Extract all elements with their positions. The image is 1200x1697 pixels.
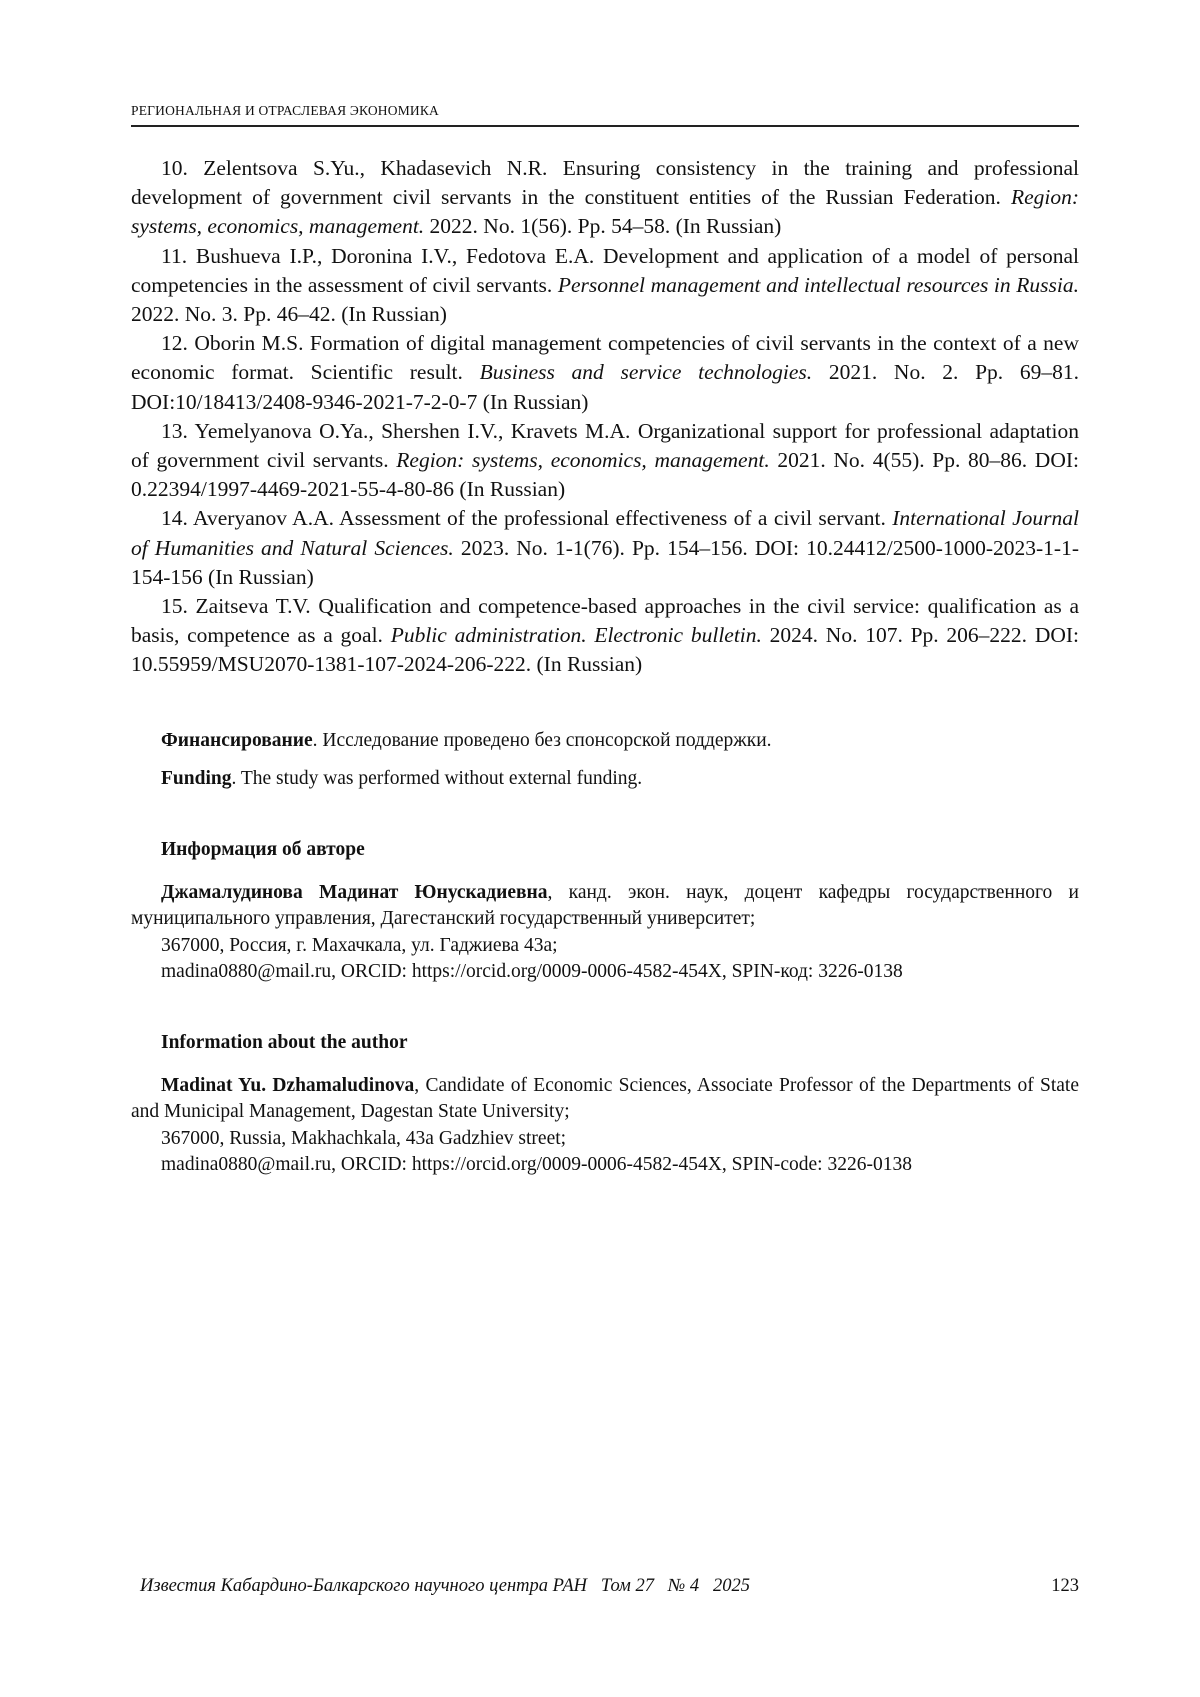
reference-item: 12. Oborin M.S. Formation of digital management competencies of civil servants in the context of a new economic format. Scientific result. Business and service technologies. 2021. No. 2. Pp. 69–81. DOI:10/18413/2408-9346-2021-7-2-0-7 (In Russian) (131, 329, 1079, 417)
reference-item: 10. Zelentsova S.Yu., Khadasevich N.R. Ensuring consistency in the training and professional development of government civil servants in the constituent entities of the Russian Federation. Region: systems, economics, management. 2022. No. 1(56). Pp. 54–58. (In Russian) (131, 154, 1079, 242)
funding-ru: Финансирование. Исследование проведено без спонсорской поддержки. (131, 728, 1079, 755)
footer-journal: Известия Кабардино-Балкарского научного центра РАН Том 27 № 4 2025 (140, 1576, 750, 1596)
author-info-ru-heading: Информация об авторе (131, 837, 1079, 864)
author-info-ru (131, 837, 1079, 986)
author-en-contacts: madina0880@mail.ru, ORCID: https://orcid.org/0009-0006-4582-454X, SPIN-code: 3226-0138 (131, 1152, 1079, 1179)
author-info-en (131, 1030, 1079, 1179)
reference-item: 15. Zaitseva T.V. Qualification and competence-based approaches in the civil service: qualification as a basis, competence as a goal. Public administration. Electronic bulletin. 2024. No. 107. Pp. 206–222. DOI: 10.55959/MSU2070-1381-107-2024-206-222. (In Russian) (131, 592, 1079, 680)
funding-en: Funding. The study was performed without external funding. (131, 766, 1079, 793)
author-en-address: 367000, Russia, Makhachkala, 43a Gadzhiev street; (131, 1126, 1079, 1153)
page-number: 123 (1051, 1576, 1079, 1597)
reference-list (131, 154, 1079, 680)
author-ru-contacts: madina0880@mail.ru, ORCID: https://orcid.org/0009-0006-4582-454X, SPIN-код: 3226-0138 (131, 959, 1079, 986)
author-ru-affiliation: Джамалудинова Мадинат Юнускадиевна, канд. экон. наук, доцент кафедры государственного и муниципального управления, Дагестанский государственный университет; (131, 880, 1079, 933)
reference-item: 11. Bushueva I.P., Doronina I.V., Fedotova E.A. Development and application of a model of personal competencies in the assessment of civil servants. Personnel management and intellectual resources in Russia. 2022. No. 3. Pp. 46–42. (In Russian) (131, 242, 1079, 330)
author-info-en-heading: Information about the author (131, 1030, 1079, 1057)
reference-item: 14. Averyanov A.A. Assessment of the professional effectiveness of a civil servant. International Journal of Humanities and Natural Sciences. 2023. No. 1-1(76). Pp. 154–156. DOI: 10.24412/2500-1000-2023-1-1-154-156 (In Russian) (131, 504, 1079, 592)
reference-item: 13. Yemelyanova O.Ya., Shershen I.V., Kravets M.A. Organizational support for professional adaptation of government civil servants. Region: systems, economics, management. 2021. No. 4(55). Pp. 80–86. DOI: 0.22394/1997-4469-2021-55-4-80-86 (In Russian) (131, 417, 1079, 505)
header-rule (131, 125, 1079, 127)
author-ru-address: 367000, Россия, г. Махачкала, ул. Гаджиева 43а; (131, 933, 1079, 960)
running-header: РЕГИОНАЛЬНАЯ И ОТРАСЛЕВАЯ ЭКОНОМИКА (131, 103, 1079, 119)
page-footer (140, 1576, 1079, 1597)
author-en-affiliation: Madinat Yu. Dzhamaludinova, Candidate of Economic Sciences, Associate Professor of the Departments of State and Municipal Management, Dagestan State University; (131, 1073, 1079, 1126)
